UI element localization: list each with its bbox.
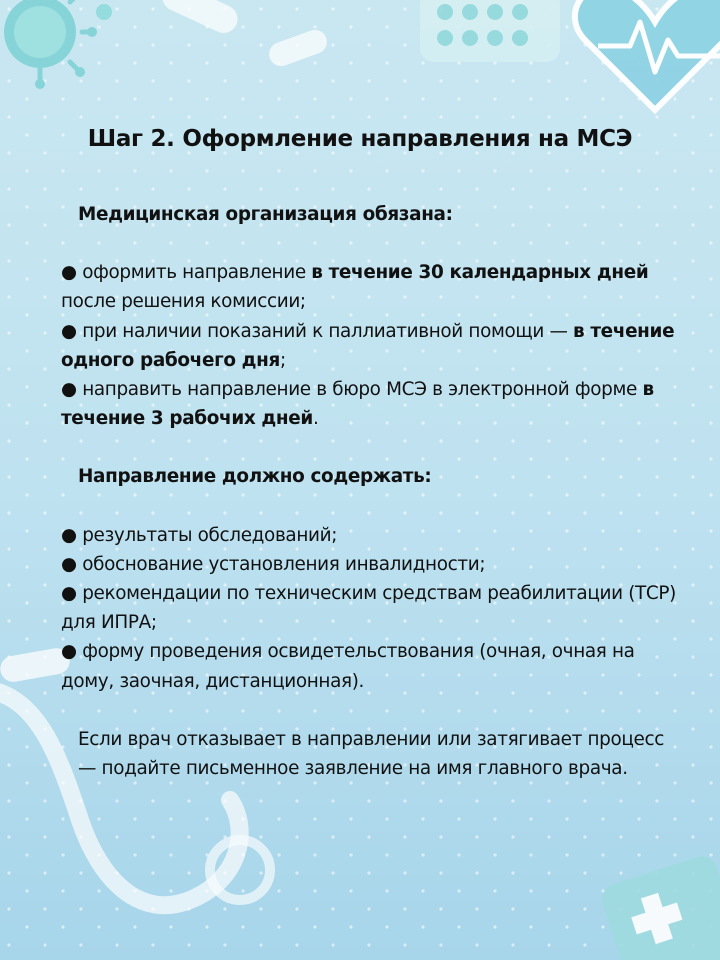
list-item bbox=[61, 579, 686, 637]
list-item bbox=[61, 375, 686, 433]
item-text: при наличии показаний к паллиативной помощи — bbox=[76, 320, 574, 342]
section-heading-obligations: Медицинская организация обязана: bbox=[78, 204, 453, 225]
list-item bbox=[61, 258, 686, 316]
note-paragraph: Если врач отказывает в направлении или затягивает процесс — подайте письменное заявление на имя главного врача. bbox=[78, 728, 665, 780]
item-emphasis: в течение 30 календарных дней bbox=[311, 262, 649, 284]
item-text-end: . bbox=[312, 408, 319, 430]
list-item bbox=[61, 521, 686, 550]
item-emphasis: в течение 3 рабочих дней bbox=[61, 379, 654, 430]
list-item bbox=[61, 317, 686, 375]
item-text: форму проведения освидетельствования (очная, очная на дому, заочная, дистанционная). bbox=[61, 641, 635, 692]
section-heading-contents: Направление должно содержать: bbox=[78, 466, 432, 488]
item-text: рекомендации по техническим средствам реабилитации (ТСР) для ИПРА; bbox=[61, 583, 676, 634]
item-text: обоснование установления инвалидности; bbox=[76, 553, 486, 575]
page-title: Шаг 2. Оформление направления на МСЭ bbox=[87, 126, 633, 152]
list-item bbox=[61, 637, 686, 695]
bullet: ● bbox=[61, 641, 77, 663]
item-text-end: ; bbox=[280, 349, 286, 371]
item-emphasis: в течение одного рабочего дня bbox=[61, 320, 675, 371]
bullet: ● bbox=[61, 379, 77, 401]
bullet: ● bbox=[61, 320, 77, 342]
bullet: ● bbox=[61, 553, 77, 575]
blister-pack-icon bbox=[420, 0, 560, 62]
item-text: оформить направление bbox=[76, 262, 312, 284]
list-item bbox=[61, 550, 686, 579]
item-text: направить направление в бюро МСЭ в электронной форме bbox=[76, 379, 643, 401]
content-body bbox=[61, 200, 686, 783]
item-text-end: после решения комиссии; bbox=[61, 291, 306, 313]
item-text: результаты обследований; bbox=[76, 524, 338, 546]
bullet: ● bbox=[61, 583, 77, 605]
bullet: ● bbox=[61, 262, 77, 284]
bullet: ● bbox=[61, 524, 77, 546]
